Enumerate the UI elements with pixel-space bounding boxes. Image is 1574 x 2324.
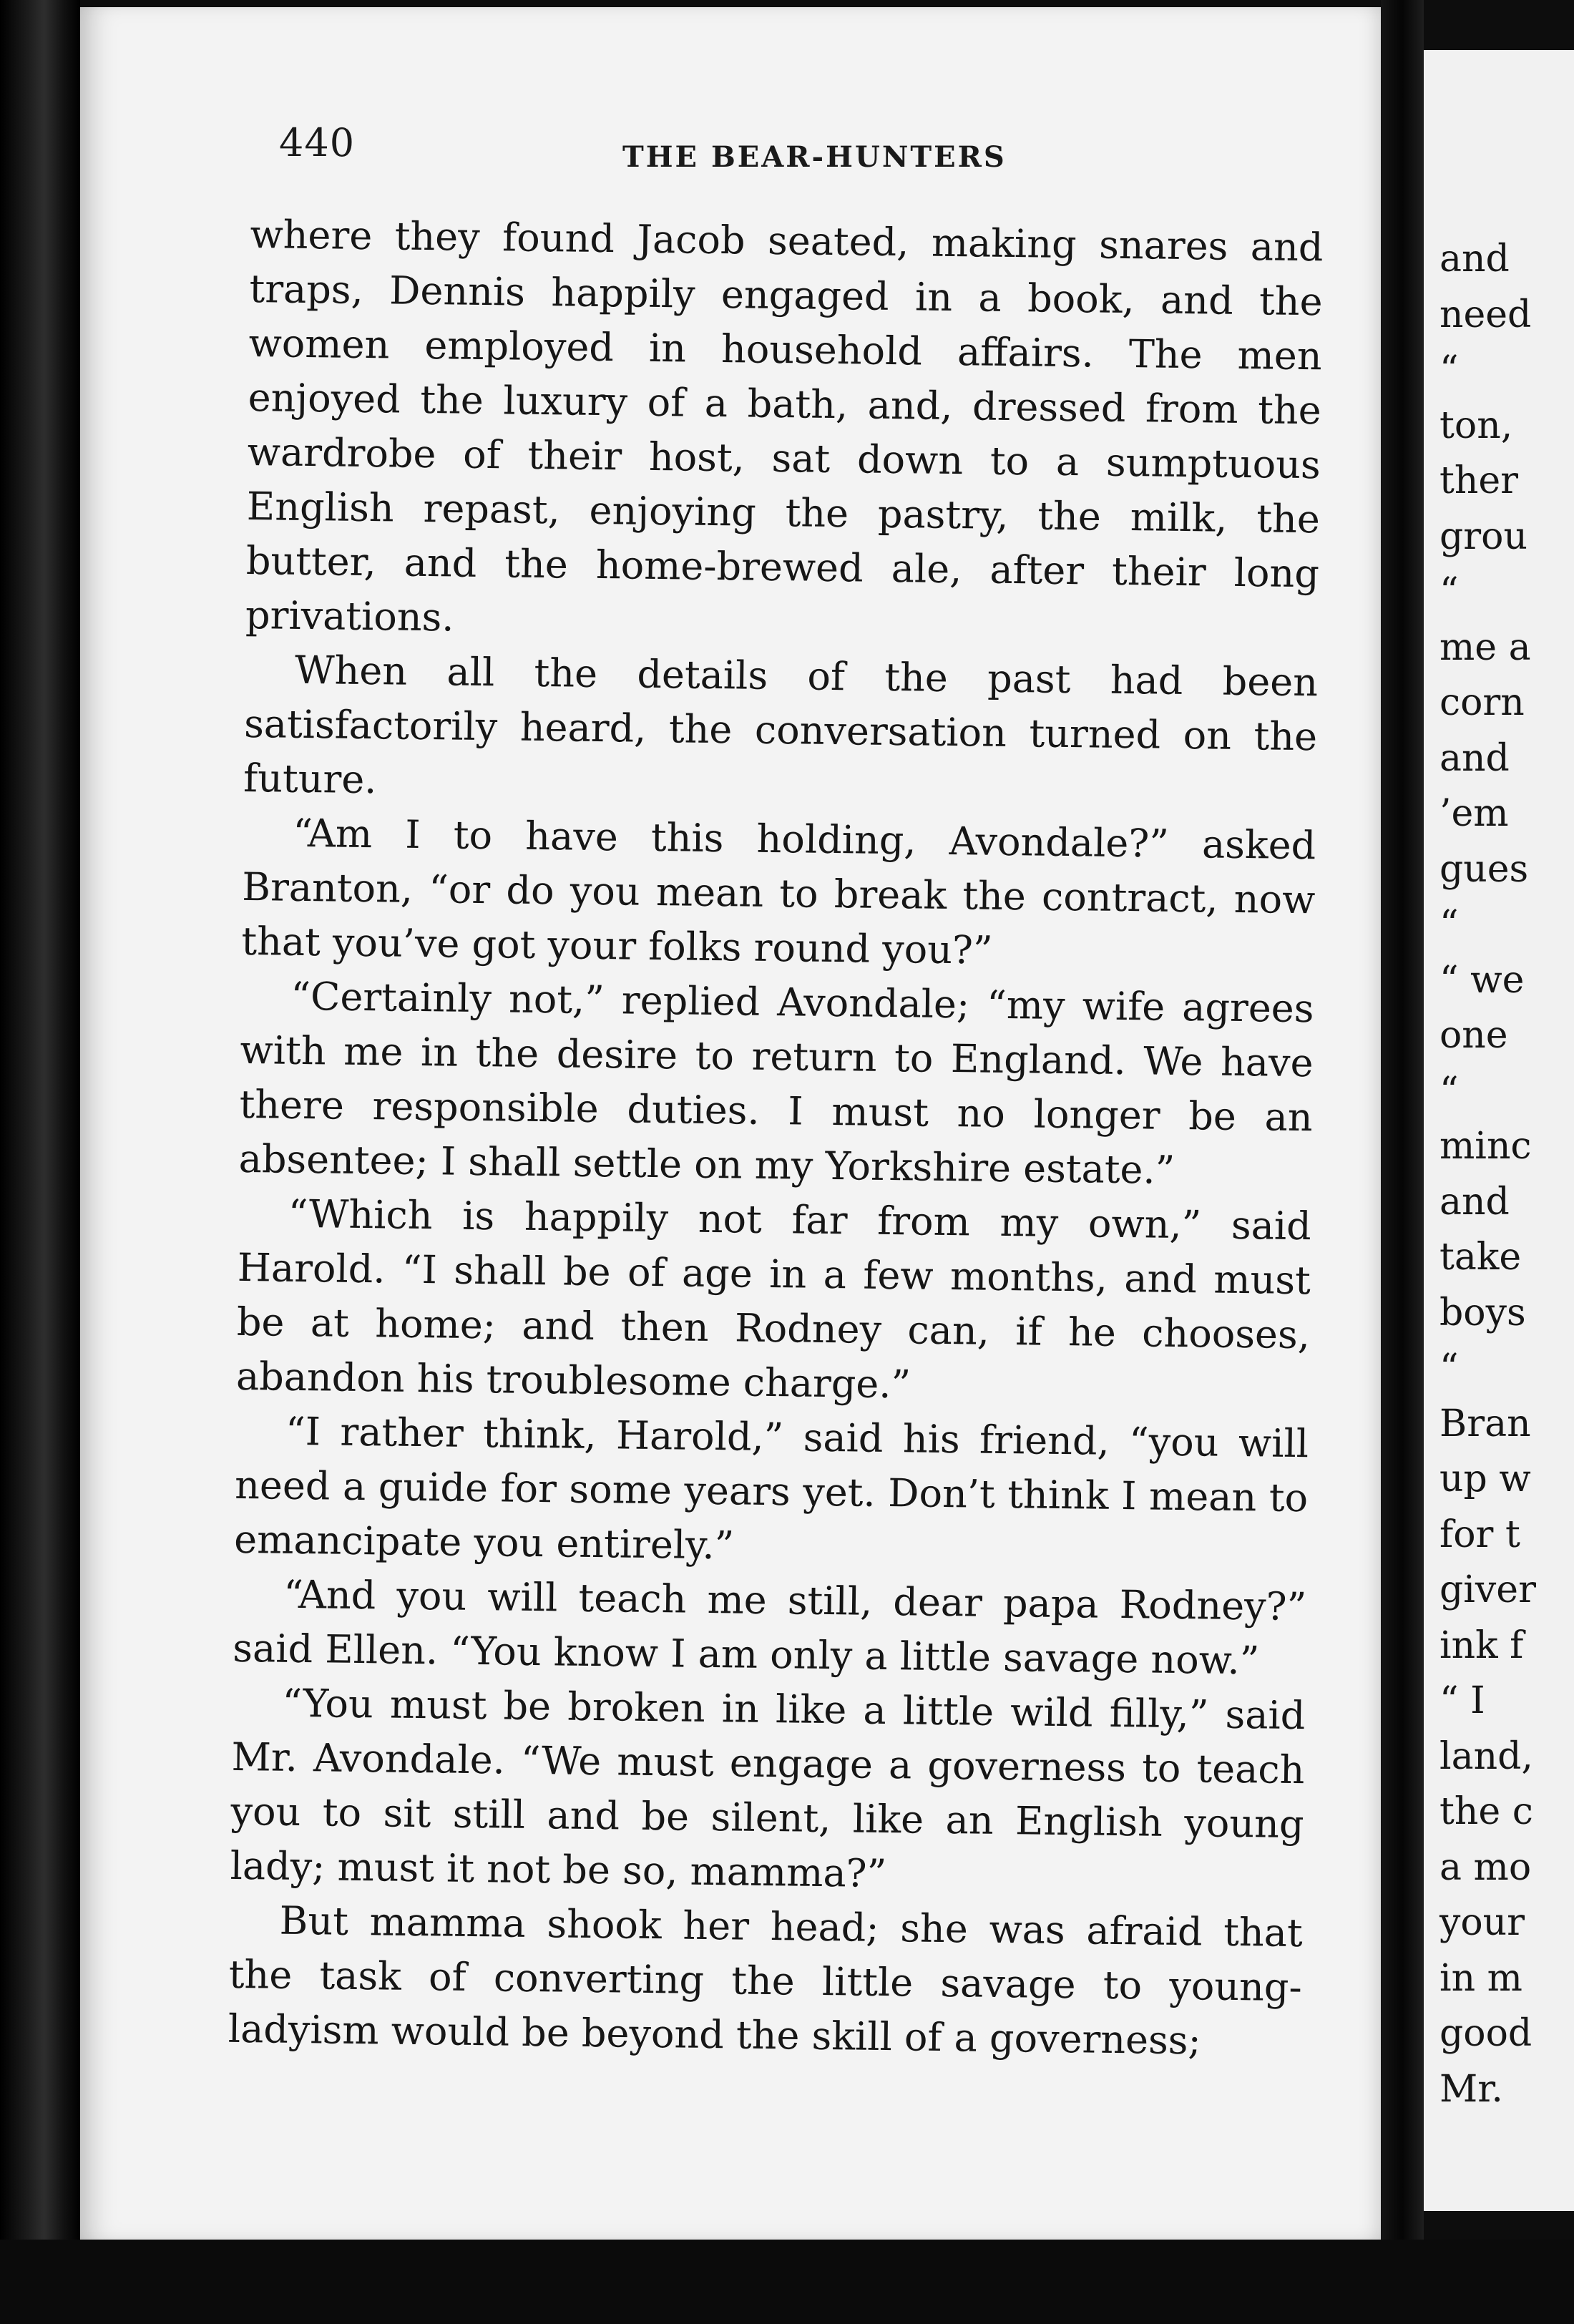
scan-bottom-edge [0,2240,1574,2324]
facing-line: for t [1439,1513,1520,1556]
page-gutter [1381,0,1424,2324]
facing-line: ton, [1439,404,1513,447]
facing-line: ’em [1439,792,1509,835]
paragraph: “Certainly not,” replied Avondale; “my wife agrees with me in the desire to return to England. We have there responsible duties. I must no longer be an absentee; I shall settle on my Yorkshire estate.” [238,973,1314,1193]
facing-line: take [1439,1236,1522,1279]
facing-line: need [1439,293,1532,336]
facing-line: and [1439,736,1510,780]
running-head: THE BEAR-HUNTERS [622,140,1007,174]
facing-line: ther [1439,459,1519,502]
paragraph: “And you will teach me still, dear papa Rodney?” said Ellen. “You know I am only a little savage now.” [233,1571,1307,1684]
facing-line: corn [1439,681,1525,724]
facing-line: and [1439,238,1510,280]
facing-line: Mr. [1439,2067,1503,2111]
facing-line: me a [1439,625,1531,669]
facing-line: good [1439,2012,1533,2055]
facing-line: giver [1439,1568,1536,1611]
facing-line: ink f [1439,1624,1524,1667]
paragraph: “You must be broken in like a little wild filly,” said Mr. Avondale. “We must engage a governess to teach you to sit still and be silent, like an English young lady; must it not be so, mamma?” [230,1680,1306,1897]
facing-line: and [1439,1180,1510,1224]
facing-line: “ [1439,570,1459,613]
paragraph: But mamma shook her head; she was afraid that the task of converting the little savage to young-ladyism would be beyond the skill of a governess; [228,1898,1304,2064]
facing-line: gues [1439,847,1529,891]
facing-line: one [1439,1014,1508,1057]
facing-line: land, [1439,1734,1533,1778]
facing-line: “ [1439,1069,1459,1113]
paragraph: “I rather think, Harold,” said his friend, “you will need a guide for some years yet. Don’t think I mean to emancipate you entirely.” [233,1408,1309,1568]
facing-line: up w [1439,1458,1531,1500]
facing-line: a mo [1439,1845,1532,1889]
facing-line: “ I [1439,1679,1485,1722]
facing-line: “ [1439,348,1459,391]
paragraph: where they found Jacob seated, making snares and traps, Dennis happily engaged in a book, and the women employed in household affairs. The men enjoyed the luxury of a bath, and, dressed from the wardrobe of their host, sat down to a sumptuous English repast, enjoying the pastry, the milk, the butter, and the home-brewed ale, after their long privations. [245,211,1324,640]
body-text [228,208,1323,2069]
facing-line: the c [1439,1790,1533,1833]
facing-line: Bran [1439,1402,1531,1445]
book-spine-edge [0,0,80,2324]
facing-page-fragments [1439,232,1574,2117]
facing-line: grou [1439,514,1527,558]
facing-line: your [1439,1901,1525,1944]
facing-line: “ we [1439,958,1525,1002]
paragraph: “Which is happily not far from my own,” said Harold. “I shall be of age in a few months, and must be at home; and then Rodney can, if he chooses, abandon his troublesome charge.” [235,1191,1312,1407]
paragraph: “Am I to have this holding, Avondale?” asked Branton, “or do you mean to break the contract, now that you’ve got your folks round you?” [241,810,1316,973]
facing-line: “ [1439,903,1459,946]
facing-page [1424,50,1574,2211]
facing-line: minc [1439,1125,1532,1168]
facing-line: “ [1439,1347,1459,1390]
paragraph: When all the details of the past had been satisfactorily heard, the conversation turned on the future. [243,647,1319,803]
page-number: 440 [279,120,356,165]
facing-line: in m [1439,1956,1522,2000]
facing-line: boys [1439,1291,1526,1334]
